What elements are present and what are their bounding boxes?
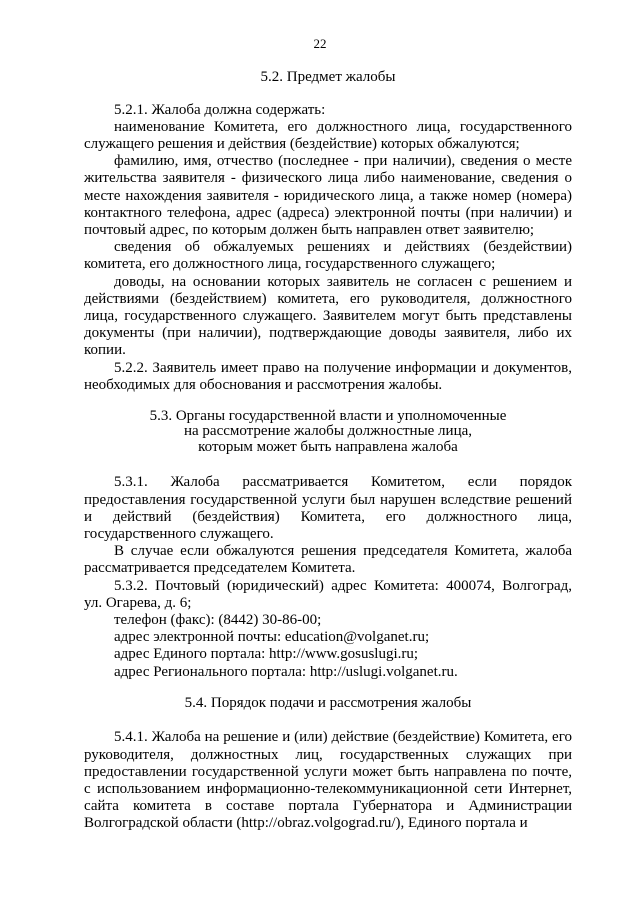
section-5-3-heading-line-3: которым может быть направлена жалоба xyxy=(198,438,458,455)
paragraph-appealed-decisions: сведения об обжалуемых решениях и действиях (бездействии) комитета, его должностного лица, государственного служащего; xyxy=(84,239,572,273)
paragraph-5-3-2-address: 5.3.2. Почтовый (юридический) адрес Комитета: 400074, Волгоград, ул. Огарева, д. 6; xyxy=(84,577,572,611)
paragraph-5-2-2: 5.2.2. Заявитель имеет право на получение информации и документов, необходимых для обоснования и рассмотрения жалобы. xyxy=(84,359,572,393)
section-5-2-heading: 5.2. Предмет жалобы xyxy=(260,69,396,85)
paragraph-5-4-1: 5.4.1. Жалоба на решение и (или) действие (бездействие) Комитета, его руководителя, должностных лиц, государственных служащих при предоставлении государственной услуги может быть направлена по почте, с использованием информационно-телекоммуникационной сети Интернет, сайта комитета в составе портала Губернатора и Администрации Волгоградской области (http://obraz.volgograd.ru/), Единого портала и xyxy=(84,729,572,832)
section-5-3-heading-line-1: 5.3. Органы государственной власти и уполномоченные xyxy=(149,407,507,424)
paragraph-committee-name: наименование Комитета, его должностного лица, государственного служащего решения и действия (бездействие) которых обжалуются; xyxy=(84,118,572,152)
paragraph-email: адрес электронной почты: education@volganet.ru; xyxy=(114,629,430,646)
section-5-4-heading: 5.4. Порядок подачи и рассмотрения жалобы xyxy=(184,694,472,711)
paragraph-unified-portal: адрес Единого портала: http://www.gosuslugi.ru; xyxy=(114,646,419,663)
paragraph-5-3-1: 5.3.1. Жалоба рассматривается Комитетом, если порядок предоставления государственной услуги был нарушен вследствие решений и действий (бездействия) Комитета, его должностного лица, государственного служащего. xyxy=(84,474,572,543)
section-5-3-heading xyxy=(84,409,572,456)
section-5-3-heading-line-2: на рассмотрение жалобы должностные лица, xyxy=(183,423,473,440)
paragraph-phone: телефон (факс): (8442) 30-86-00; xyxy=(114,612,322,629)
page-number: 22 xyxy=(313,36,327,51)
paragraph-chairman: В случае если обжалуются решения председателя Комитета, жалоба рассматривается председателем Комитета. xyxy=(84,543,572,577)
paragraph-arguments: доводы, на основании которых заявитель не согласен с решением и действиями (бездействием) комитета, его руководителя, должностного лица, государственного служащего. Заявителем могут быть представлены документы (при наличии), подтверждающие доводы заявителя, либо их копии. xyxy=(84,273,572,359)
document-body xyxy=(84,70,572,833)
paragraph-applicant-info: фамилию, имя, отчество (последнее - при наличии), сведения о месте жительства заявителя - физического лица либо наименование, сведения о месте нахождения заявителя - юридического лица, а также номер (номера) контактного телефона, адрес (адреса) электронной почты (при наличии) и почтовый адрес, по которым должен быть направлен ответ заявителю; xyxy=(84,153,572,238)
paragraph-5-2-1: 5.2.1. Жалоба должна содержать: xyxy=(114,101,326,118)
paragraph-regional-portal: адрес Регионального портала: http://uslugi.volganet.ru. xyxy=(114,663,458,680)
